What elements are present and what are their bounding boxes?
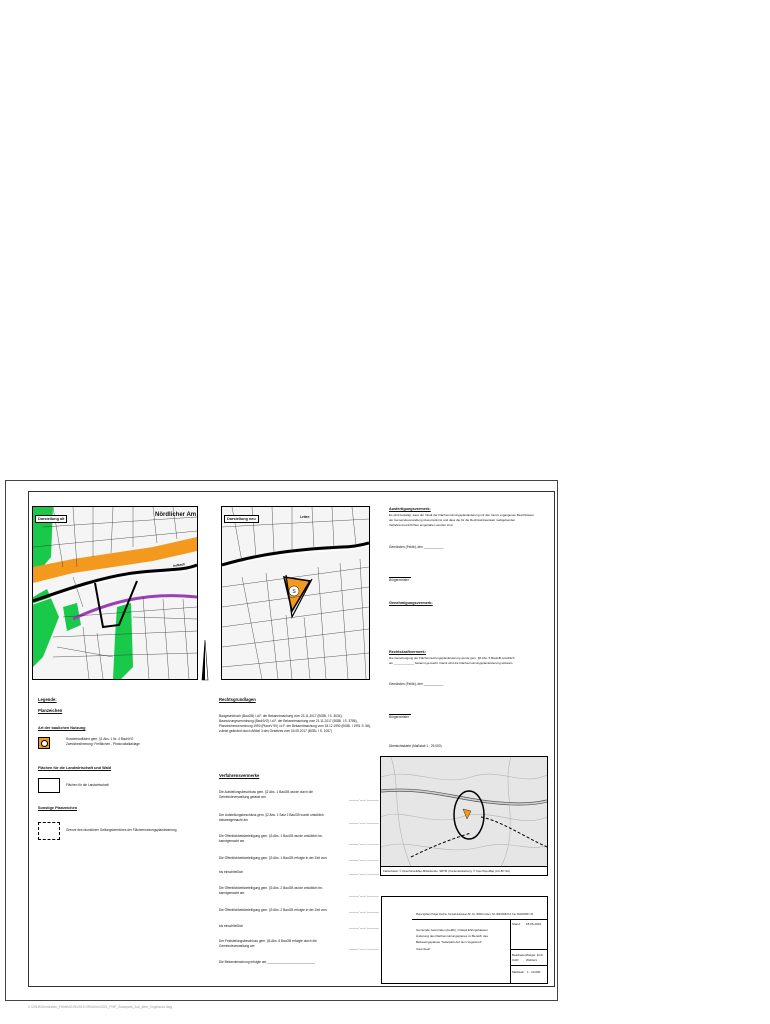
- legend-art-nutzung: Art der baulichen Nutzung: [38, 726, 86, 730]
- titleblock-hline-2: [510, 949, 547, 950]
- titleblock-gemeinde-line-4: Vorentwurf: [416, 947, 431, 951]
- titleblock-gemeinde-line-1: Gemeinde Gemünden (Feldb), Ortsteil Ehringshausen: [416, 928, 488, 932]
- legend-title: Legende:: [38, 697, 57, 702]
- verfahren-item-9-b: Gemeindeverwaltung am: [219, 944, 255, 948]
- verfahren-item-4-date: _____.___.______: [349, 857, 379, 861]
- rechtsgrundlagen-line-3: Planzeichenverordnung 1990 (PlanzV 90) i.d.F. der Bekanntmachung vom 18.12.1990 (BGBl. I 1991 S. 58),: [219, 724, 371, 728]
- verfahren-item-7-a: Die Öffentlichkeitsbeteiligung gem. §3 Abs. 2 BauGB erfolgte in der Zeit vom: [219, 908, 327, 912]
- ausfertigung-line-1: Es wird bestätigt, dass der Inhalt der Flächennutzungsplanänderung mit den hierzu ergangenen Beschlüssen: [389, 513, 534, 517]
- map-new: [221, 506, 370, 680]
- rechtsgrundlagen-line-4: zuletzt geändert durch Artikel 3 des Gesetzes vom 04.05.2017 (BGBl. I S. 1057): [219, 729, 332, 733]
- ausfertigung-line-2: der Gemeindeverwaltung übereinstimmt und dass die für die Rechtswirksamkeit maßgebenden: [389, 518, 516, 522]
- verfahren-item-6-a: Die Öffentlichkeitsbeteiligung gem. §3 Abs. 2 BauGB wurde ortsüblich be-: [219, 886, 323, 890]
- map-new-label: Darstellung neu: [224, 515, 259, 523]
- overview-title: Übersichtskarte (Maßstab 1 : 25.000): [389, 744, 442, 748]
- titleblock-massstab-label: Maßstab:: [512, 970, 525, 974]
- titleblock-hline-3: [510, 965, 547, 966]
- title-block: [381, 896, 548, 984]
- verfahren-item-1-date: _____.___.______: [349, 797, 379, 801]
- verfahren-item-9-a: Der Feststellungsbeschluss gem. §6 Abs. 6 BauGB erfolgte durch die: [219, 939, 317, 943]
- verfahren-item-2-date: _____.___.______: [349, 820, 379, 824]
- legend-landwirtschaft-title: Flächen für die Landwirtschaft und Wald: [38, 766, 112, 770]
- verfahren-item-8-a: bis einschließlich: [219, 924, 244, 928]
- verfahren-item-3-date: _____.___.______: [349, 841, 379, 845]
- svg-text:S: S: [292, 589, 296, 595]
- map-new-place-label: Leiten: [300, 515, 310, 519]
- legend-planzeichen: Planzeichen: [38, 708, 63, 713]
- titleblock-stand-label: Stand:: [512, 922, 521, 926]
- titleblock-massstab-value: 1 : 10.000: [527, 970, 541, 974]
- verfahren-item-7-date: _____.___.______: [349, 909, 379, 913]
- ausfertigung-line-3: Verfahrensvorschriften eingehalten worden sind.: [389, 523, 454, 527]
- titleblock-cad-label: CAD:: [512, 958, 520, 962]
- verfahren-item-8-date: _____.___.______: [349, 925, 379, 929]
- verfahren-item-10-a: Die Bekanntmachung erfolgte am ___________________________: [219, 960, 316, 964]
- titleblock-stand-value: 18.06.2019: [526, 922, 542, 926]
- map-old-place-label: Indbach: [172, 562, 186, 568]
- map-old-graphic: [33, 507, 197, 679]
- titleblock-bearbeiter-value: Weigel, Imdt: [526, 953, 543, 957]
- rechtsgrundlagen-line-2: Baunutzungsverordnung (BauNVO) i.d.F. der Bekanntmachung vom 21.11.2017 (BGBl. I S. 3786),: [219, 719, 358, 723]
- titleblock-hline-1: [412, 919, 547, 920]
- ausfertigung-place-date: Gemünden (Feldb), den ___________: [389, 545, 444, 549]
- map-old: [32, 506, 198, 680]
- rechtsgrundlagen-title: Rechtsgrundlagen: [219, 697, 256, 702]
- sondergebiet-symbol-circle: [41, 740, 48, 747]
- overview-map: [380, 756, 548, 876]
- sondergebiet-symbol: [38, 737, 50, 749]
- verfahren-item-3-a: Die Öffentlichkeitsbeteiligung gem. §3 Abs. 1 BauGB wurde ortsüblich be-: [219, 834, 323, 838]
- overview-map-graphic: [381, 757, 547, 875]
- north-arrow-icon: [200, 640, 210, 682]
- ausfertigung-title: Ausfertigungsvermerk:: [389, 507, 431, 511]
- map-old-label: Darstellung alt: [35, 515, 67, 523]
- verfahren-item-6-date: _____.___.______: [349, 893, 379, 897]
- titleblock-vline: [510, 919, 511, 983]
- overview-caption: Kartenbasis: © OpenStreetMap-Mitwirkende, SRTM | Kartendarstellung: © OpenTopoMap (CC-BY-SA): [381, 866, 547, 875]
- verfahren-item-6-b: kanntgemacht am: [219, 891, 245, 895]
- titleblock-cad-value: Wohlers: [526, 958, 537, 962]
- file-path: Z:\2016\Gemünden_Feldb\2019\2019-09\Schm\2021_FNP_Solarpark_Auf_dem_Vogelsrod.dwg: [28, 1005, 173, 1009]
- verfahren-item-5-date: _____.___.______: [349, 871, 379, 875]
- verfahrensvermerke-title: Verfahrensvermerke: [219, 773, 260, 778]
- verfahren-item-2-b: bekanntgemacht am: [219, 818, 248, 822]
- legend-landwirtschaft-text: Flächen für die Landwirtschaft: [66, 783, 109, 787]
- map-new-graphic: [222, 507, 369, 679]
- ausfertigung-signature: Bürgermeister: [389, 578, 410, 582]
- rechtskraft-title: Rechtskraftvermerk:: [389, 650, 426, 654]
- rechtskraft-place-date: Gemünden (Feldb), den ___________: [389, 682, 444, 686]
- rechtsgrundlagen-line-1: Baugesetzbuch (BauGB) i.d.F. der Bekanntmachung vom 23.11.2017 (BGBl. I S. 3634),: [219, 714, 343, 718]
- verfahren-item-1-b: Gemeindeverwaltung gefasst am: [219, 795, 266, 799]
- map-old-title: Nördlicher Am: [155, 512, 197, 518]
- verfahren-item-3-b: kanntgemacht am: [219, 839, 245, 843]
- titleblock-gemeinde-line-2: Änderung des Flächennutzungsplanes im Bereich des: [416, 934, 488, 938]
- genehmigung-title: Genehmigungsvermerk:: [389, 601, 433, 605]
- verfahren-item-9-date: _____.___.______: [349, 946, 379, 950]
- legend-sondergebiet-line2: Zweckbestimmung: Freiflächen - Photovoltaikanlage: [66, 742, 140, 746]
- verfahren-item-4-a: Die Öffentlichkeitsbeteiligung gem. §3 Abs. 1 BauGB erfolgte in der Zeit vom: [219, 856, 327, 860]
- rechtskraft-line-1: Die Genehmigung der Flächennutzungsplanänderung wurde gem. §6 Abs. 5 BauGB ortsüblich: [389, 656, 515, 660]
- legend-grenze-text: Grenze des räumlichen Geltungsbereiches der Flächennutzungsplanänderung: [66, 828, 177, 832]
- rechtskraft-line-2: am ____________ bekannt gemacht. Damit wird die Flächennutzungsplanänderung wirksam.: [389, 661, 514, 665]
- geltungsbereich-symbol: [38, 822, 60, 840]
- verfahren-item-2-a: Der Aufstellungsbeschluss gem. §2 Abs. 1 Satz 2 BauGB wurde ortsüblich: [219, 813, 324, 817]
- verfahren-item-1-a: Die Aufstellungsbeschluss gem. §2 Abs. 1 BauGB wurde durch die: [219, 790, 313, 794]
- rechtskraft-signature: Bürgermeister: [389, 715, 410, 719]
- titleblock-gemeinde-line-3: Bebauungsplanes "Solarpark Auf dem Vogelsrod": [416, 940, 482, 944]
- titleblock-bearbeiter-label: Bearbeiter:: [512, 953, 527, 957]
- verfahren-item-5-a: bis einschließlich: [219, 870, 244, 874]
- legend-sonstige-title: Sonstige Planzeichen: [38, 806, 78, 810]
- landwirtschaft-symbol: [38, 778, 60, 793]
- legend-sondergebiet-line1: Sonderbaufläche gem. §1 Abs. 1 Nr. 4 BauNVO: [66, 737, 134, 741]
- titleblock-planner: Planungsbüro Holger Fischer, Konrad-Adenauer-Str. 16, 35440 Linden, Tel. 06403/9537-0, Fax 06403/9537-30: [416, 913, 534, 916]
